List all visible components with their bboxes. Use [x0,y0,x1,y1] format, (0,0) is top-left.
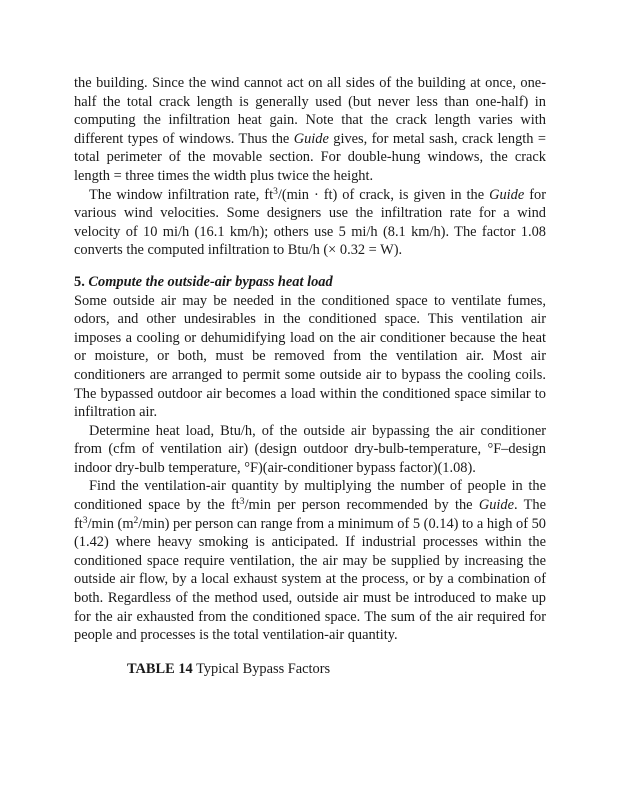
table-caption [127,660,546,679]
page-body [74,74,546,678]
text-run: /min (m [87,515,134,532]
paragraph-heat-load-formula: Determine heat load, Btu/h, of the outside air bypassing the air conditioner from (cfm of ventilation air) (design outdoor dry-bulb-temperature, °F–design indoor dry-bulb temperature, °F)(air-conditioner bypass factor)(1.08). [74,422,546,476]
paragraph-outside-air: Some outside air may be needed in the conditioned space to ventilate fumes, odors, and other undesirables in the conditioned space. This ventilation air imposes a cooling or dehumidifying load on the air conditioner because the heat or moisture, or both, must be removed from the ventilation air. Most air conditioners are arranged to permit some outside air to bypass the cooling coils. The bypassed outdoor air becomes a load within the conditioned space similar to infiltration air. [74,292,546,421]
text-run: The window infiltration rate, ft [89,186,274,203]
text-run: gives, for metal sash, crack length = total perimeter of the movable section. For double-hung windows, the crack length = three times the width plus twice the height. [74,130,546,184]
step-number: 5. [74,273,85,290]
text-run: Find the ventilation-air quantity by multiplying the number of people in the conditioned space by the ft [74,478,546,514]
text-run: the building. Since the wind cannot act on all sides of the building at once, one-half the total crack length is generally used (but never less than one-half) in computing the infiltration heat gain. Note that the crack length varies with different types of windows. Thus the [74,75,546,147]
superscript: 3 [82,515,88,526]
text-run: . The ft [74,497,546,532]
table-label: TABLE 14 [127,660,193,677]
superscript: 3 [239,497,245,508]
text-run: /(min · ft) of crack, is given in the [277,186,490,203]
step-heading [74,273,546,292]
guide-reference: Guide [489,186,525,203]
guide-reference: Guide [478,497,514,514]
superscript: 2 [133,515,139,526]
text-run: /min per person recommended by the [244,497,479,514]
text-run: for various wind velocities. Some designers use the infiltration rate for a wind velocity of 10 mi/h (16.1 km/h); others use 5 mi/h (8.1 km/h). The factor 1.08 converts the computed infiltration to Btu/h (× 0.32 = W). [74,186,546,259]
superscript: 3 [273,186,278,197]
paragraph-infiltration-rate [74,186,546,260]
step-title: Compute the outside-air bypass heat load [88,273,333,290]
text-run: /min) per person can range from a minimum of 5 (0.14) to a high of 50 (1.42) where heavy smoking is anticipated. If industrial processes within the conditioned space require ventilation, the air may be supplied by increasing the outside air flow, by a local exhaust system at the process, or by a combination of both. Regardless of the method used, outside air must be introduced to make up for the air exhausted from the conditioned space. The sum of the air required for people and processes is the total ventilation-air quantity. [74,515,547,644]
table-title: Typical Bypass Factors [196,660,331,677]
guide-reference: Guide [293,130,329,147]
paragraph-ventilation-quantity [74,477,546,644]
paragraph-crack-length [74,74,546,186]
